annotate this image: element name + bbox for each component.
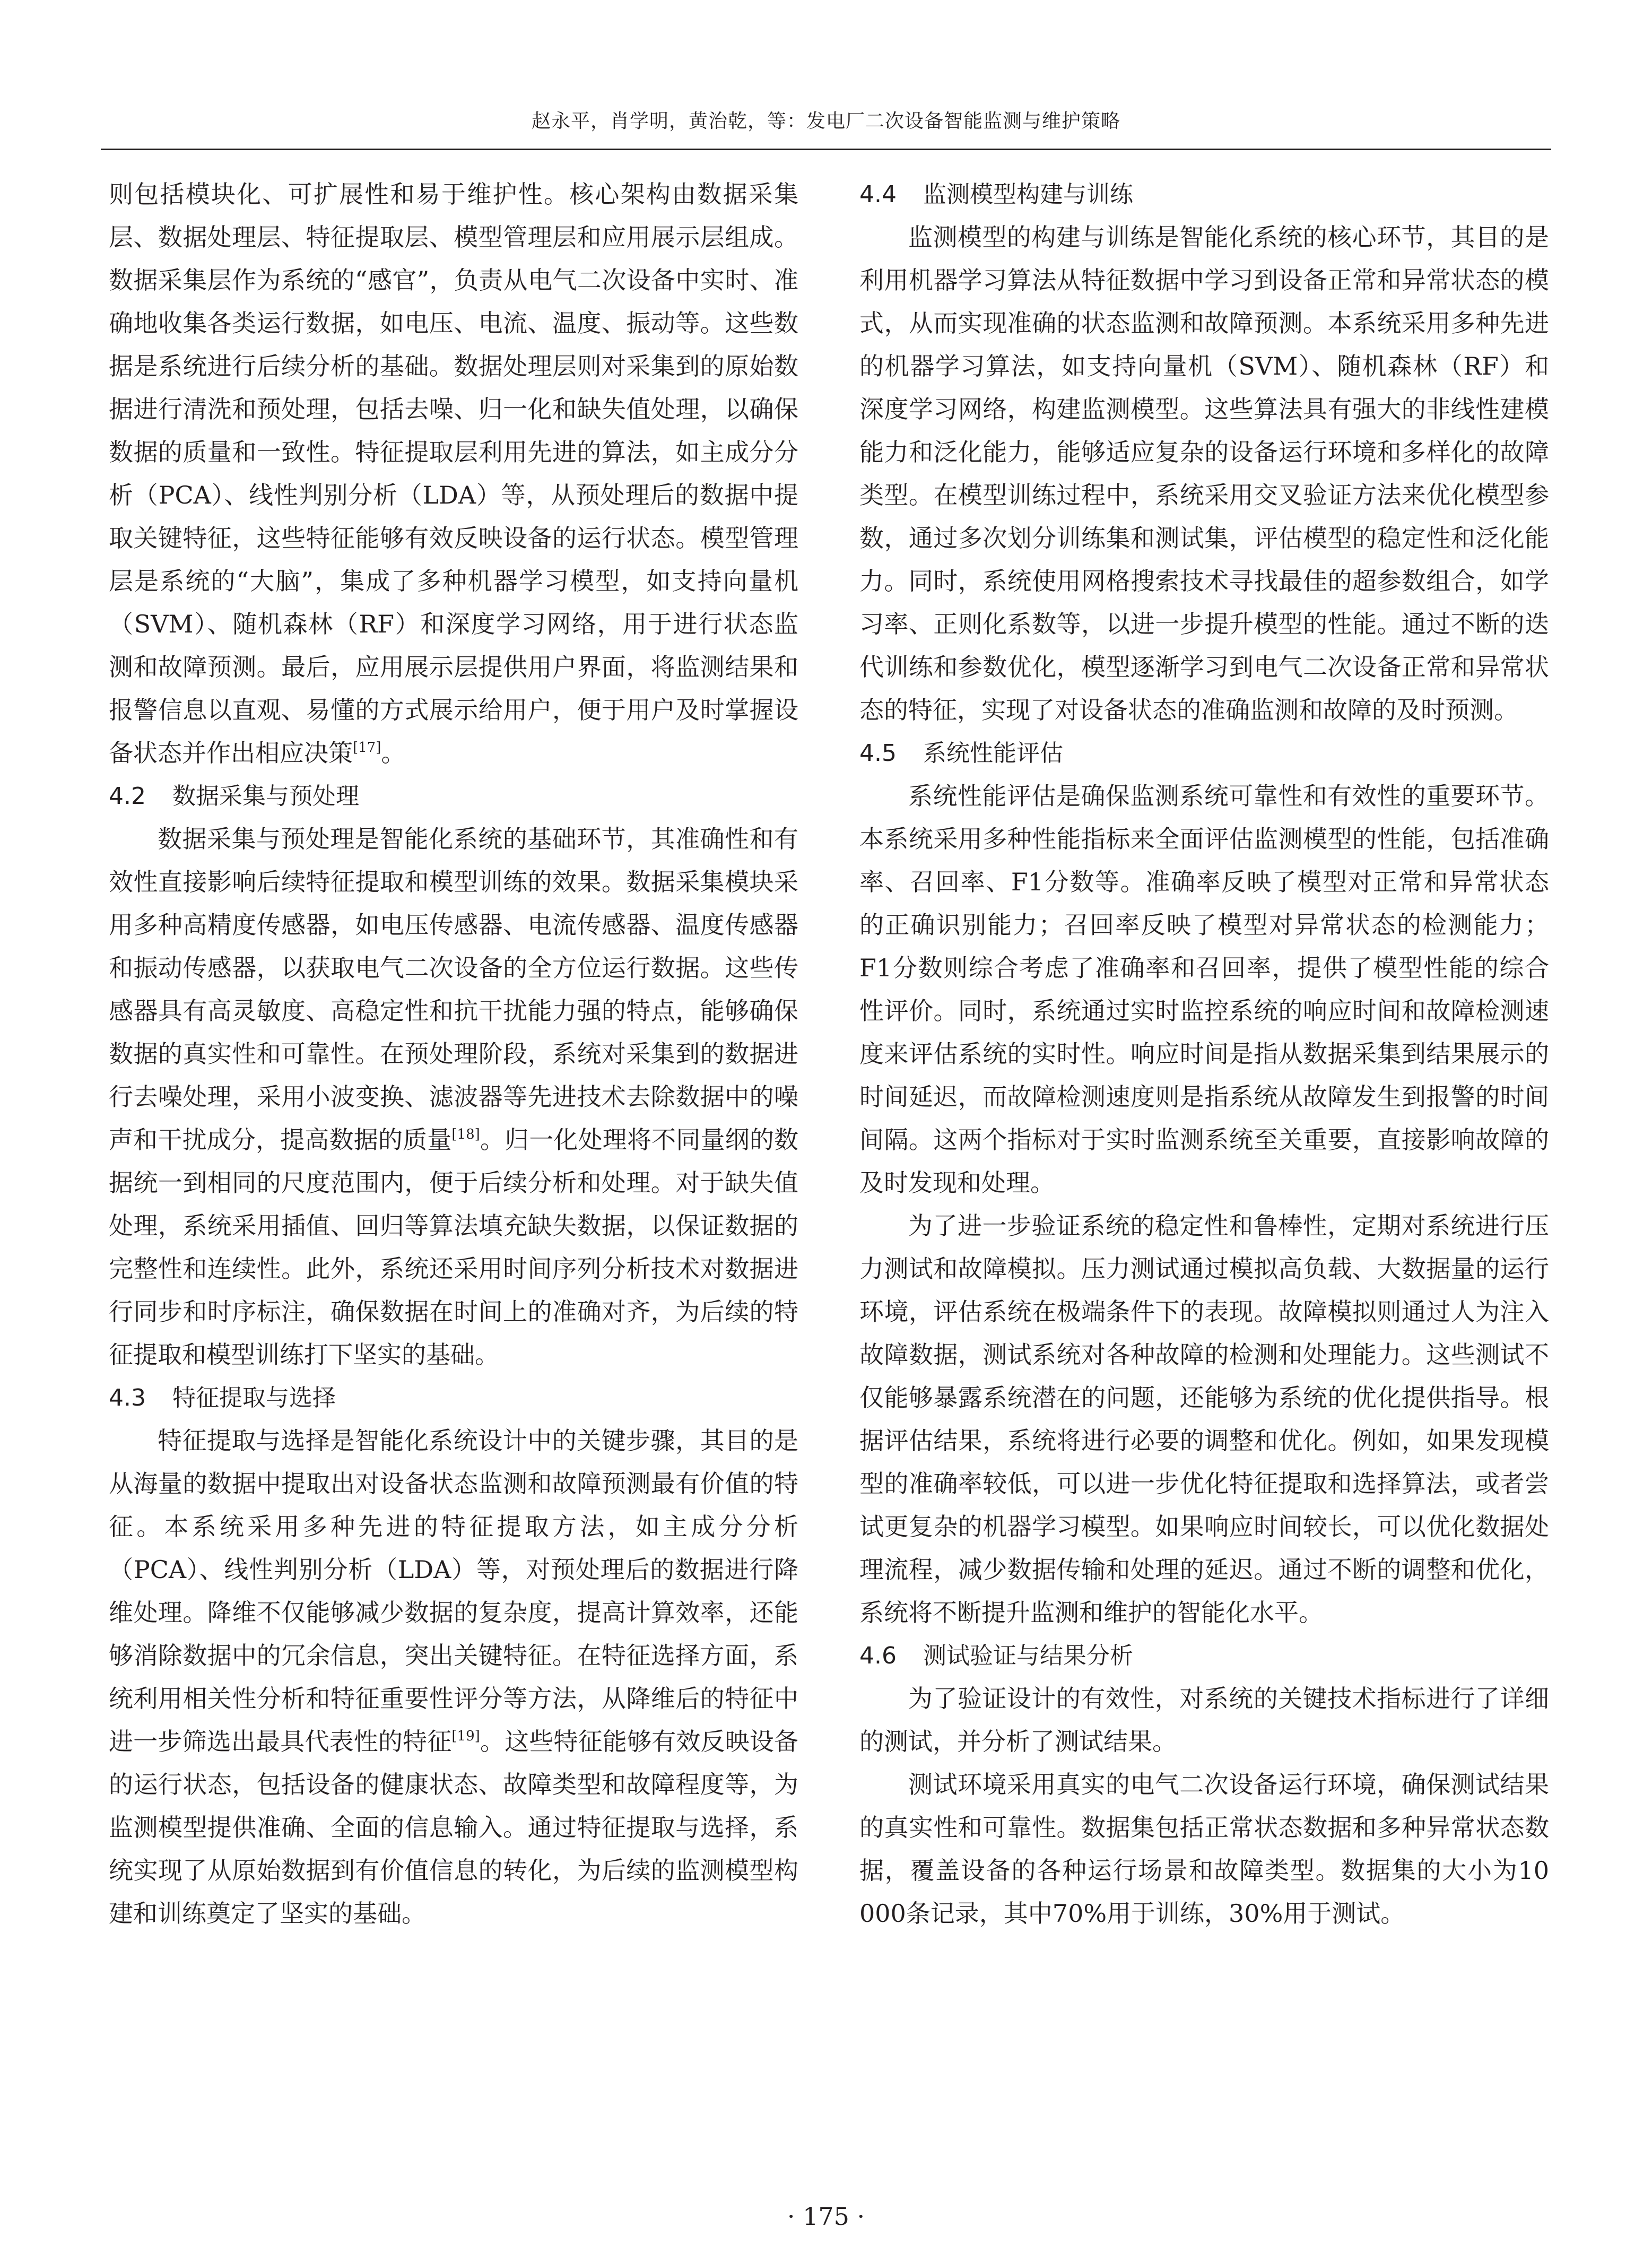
section-heading-4-2 — [109, 775, 798, 818]
paragraph-text: 特征提取与选择是智能化系统设计中的关键步骤，其目的是从海量的数据中提取出对设备状态监测和故障预测最有价值的特征。本系统采用多种先进的特征提取方法，如主成分分析（PCA）、线性判别分析（LDA）等，对预处理后的数据进行降维处理。降维不仅能够减少数据的复杂度，提高计算效率，还能够消除数据中的冗余信息，突出关键特征。在特征选择方面，系统利用相关性分析和特征重要性评分等方法，从降维后的特征中进一步筛选出最具代表性的特征 — [109, 1426, 798, 1756]
paragraph-tail: 。这些特征能够有效反映设备的运行状态，包括设备的健康状态、故障类型和故障程度等，为监测模型提供准确、全面的信息输入。通过特征提取与选择，系统实现了从原始数据到有价值信息的转化，为后续的监测模型构建和训练奠定了坚实的基础。 — [109, 1727, 799, 1928]
paragraph-performance-metrics: 系统性能评估是确保监测系统可靠性和有效性的重要环节。本系统采用多种性能指标来全面评估监测模型的性能，包括准确率、召回率、F1分数等。准确率反映了模型对正常和异常状态的正确识别能力；召回率反映了模型对异常状态的检测能力；F1分数则综合考虑了准确率和召回率，提供了模型性能的综合性评价。同时，系统通过实时监控系统的响应时间和故障检测速度来评估系统的实时性。响应时间是指从数据采集到结果展示的时间延迟，而故障检测速度则是指系统从故障发生到报警的时间间隔。这两个指标对于实时监测系统至关重要，直接影响故障的及时发现和处理。 — [859, 782, 1549, 1197]
paragraph-text: 则包括模块化、可扩展性和易于维护性。核心架构由数据采集层、数据处理层、特征提取层、模型管理层和应用展示层组成。数据采集层作为系统的“感官”，负责从电气二次设备中实时、准确地收集各类运行数据，如电压、电流、温度、振动等。这些数据是系统进行后续分析的基础。数据处理层则对采集到的原始数据进行清洗和预处理，包括去噪、归一化和缺失值处理，以确保数据的质量和一致性。特征提取层利用先进的算法，如主成分分析（PCA）、线性判别分析（LDA）等，从预处理后的数据中提取关键特征，这些特征能够有效反映设备的运行状态。模型管理层是系统的“大脑”，集成了多种机器学习模型，如支持向量机（SVM）、随机森林（RF）和深度学习网络，用于进行状态监测和故障预测。最后，应用展示层提供用户界面，将监测结果和报警信息以直观、易懂的方式展示给用户，便于用户及时掌握设备状态并作出相应决策 — [109, 180, 798, 767]
header-rule — [101, 149, 1551, 150]
paragraph-test-intro: 为了验证设计的有效性，对系统的关键技术指标进行了详细的测试，并分析了测试结果。 — [859, 1684, 1549, 1756]
section-heading-4-3 — [109, 1376, 798, 1419]
citation-19[interactable]: [19] — [451, 1728, 480, 1744]
running-header: 赵永平，肖学明，黄治乾，等：发电厂二次设备智能监测与维护策略 — [531, 110, 1120, 132]
page-number: · 175 · — [787, 2202, 865, 2231]
section-title: 数据采集与预处理 — [172, 783, 359, 810]
paragraph-test-environment: 测试环境采用真实的电气二次设备运行环境，确保测试结果的真实性和可靠性。数据集包括正常状态数据和多种异常状态数据，覆盖设备的各种运行场景和故障类型。数据集的大小为10 000条记录，其中70%用于训练，30%用于测试。 — [859, 1770, 1549, 1928]
section-number: 4.2 — [109, 783, 146, 810]
section-number: 4.5 — [859, 740, 897, 767]
paragraph-architecture — [109, 173, 798, 775]
left-column — [109, 173, 798, 1935]
paragraph-model-training: 监测模型的构建与训练是智能化系统的核心环节，其目的是利用机器学习算法从特征数据中学习到设备正常和异常状态的模式，从而实现准确的状态监测和故障预测。本系统采用多种先进的机器学习算法，如支持向量机（SVM）、随机森林（RF）和深度学习网络，构建监测模型。这些算法具有强大的非线性建模能力和泛化能力，能够适应复杂的设备运行环境和多样化的故障类型。在模型训练过程中，系统采用交叉验证方法来优化模型参数，通过多次划分训练集和测试集，评估模型的稳定性和泛化能力。同时，系统使用网格搜索技术寻找最佳的超参数组合，如学习率、正则化系数等，以进一步提升模型的性能。通过不断的迭代训练和参数优化，模型逐渐学习到电气二次设备正常和异常状态的特征，实现了对设备状态的准确监测和故障的及时预测。 — [859, 223, 1549, 724]
paragraph-stress-testing: 为了进一步验证系统的稳定性和鲁棒性，定期对系统进行压力测试和故障模拟。压力测试通过模拟高负载、大数据量的运行环境，评估系统在极端条件下的表现。故障模拟则通过人为注入故障数据，测试系统对各种故障的检测和处理能力。这些测试不仅能够暴露系统潜在的问题，还能够为系统的优化提供指导。根据评估结果，系统将进行必要的调整和优化。例如，如果发现模型的准确率较低，可以进一步优化特征提取和选择算法，或者尝试更复杂的机器学习模型。如果响应时间较长，可以优化数据处理流程，减少数据传输和处理的延迟。通过不断的调整和优化，系统将不断提升监测和维护的智能化水平。 — [859, 1211, 1549, 1627]
paragraph-data-collection — [109, 818, 798, 1376]
section-heading-4-5 — [859, 732, 1549, 775]
section-number: 4.6 — [859, 1642, 897, 1669]
section-title: 监测模型构建与训练 — [923, 181, 1133, 208]
section-number: 4.3 — [109, 1384, 146, 1411]
section-title: 特征提取与选择 — [172, 1384, 336, 1411]
section-number: 4.4 — [859, 181, 897, 208]
right-column — [859, 173, 1549, 1935]
section-heading-4-4 — [859, 173, 1549, 216]
paragraph-tail: 。归一化处理将不同量纲的数据统一到相同的尺度范围内，便于后续分析和处理。对于缺失值处理，系统采用插值、回归等算法填充缺失数据，以保证数据的完整性和连续性。此外，系统还采用时间序列分析技术对数据进行同步和时序标注，确保数据在时间上的准确对齐，为后续的特征提取和模型训练打下坚实的基础。 — [109, 1125, 799, 1369]
paragraph-tail: 。 — [381, 739, 406, 767]
citation-17[interactable]: [17] — [353, 740, 381, 756]
paragraph-feature-extraction — [109, 1419, 798, 1935]
paragraph-text: 数据采集与预处理是智能化系统的基础环节，其准确性和有效性直接影响后续特征提取和模型训练的效果。数据采集模块采用多种高精度传感器，如电压传感器、电流传感器、温度传感器和振动传感器，以获取电气二次设备的全方位运行数据。这些传感器具有高灵敏度、高稳定性和抗干扰能力强的特点，能够确保数据的真实性和可靠性。在预处理阶段，系统对采集到的数据进行去噪处理，采用小波变换、滤波器等先进技术去除数据中的噪声和干扰成分，提高数据的质量 — [109, 825, 798, 1154]
section-title: 系统性能评估 — [923, 740, 1063, 767]
section-title: 测试验证与结果分析 — [923, 1642, 1133, 1669]
section-heading-4-6 — [859, 1634, 1549, 1677]
citation-18[interactable]: [18] — [451, 1126, 480, 1142]
